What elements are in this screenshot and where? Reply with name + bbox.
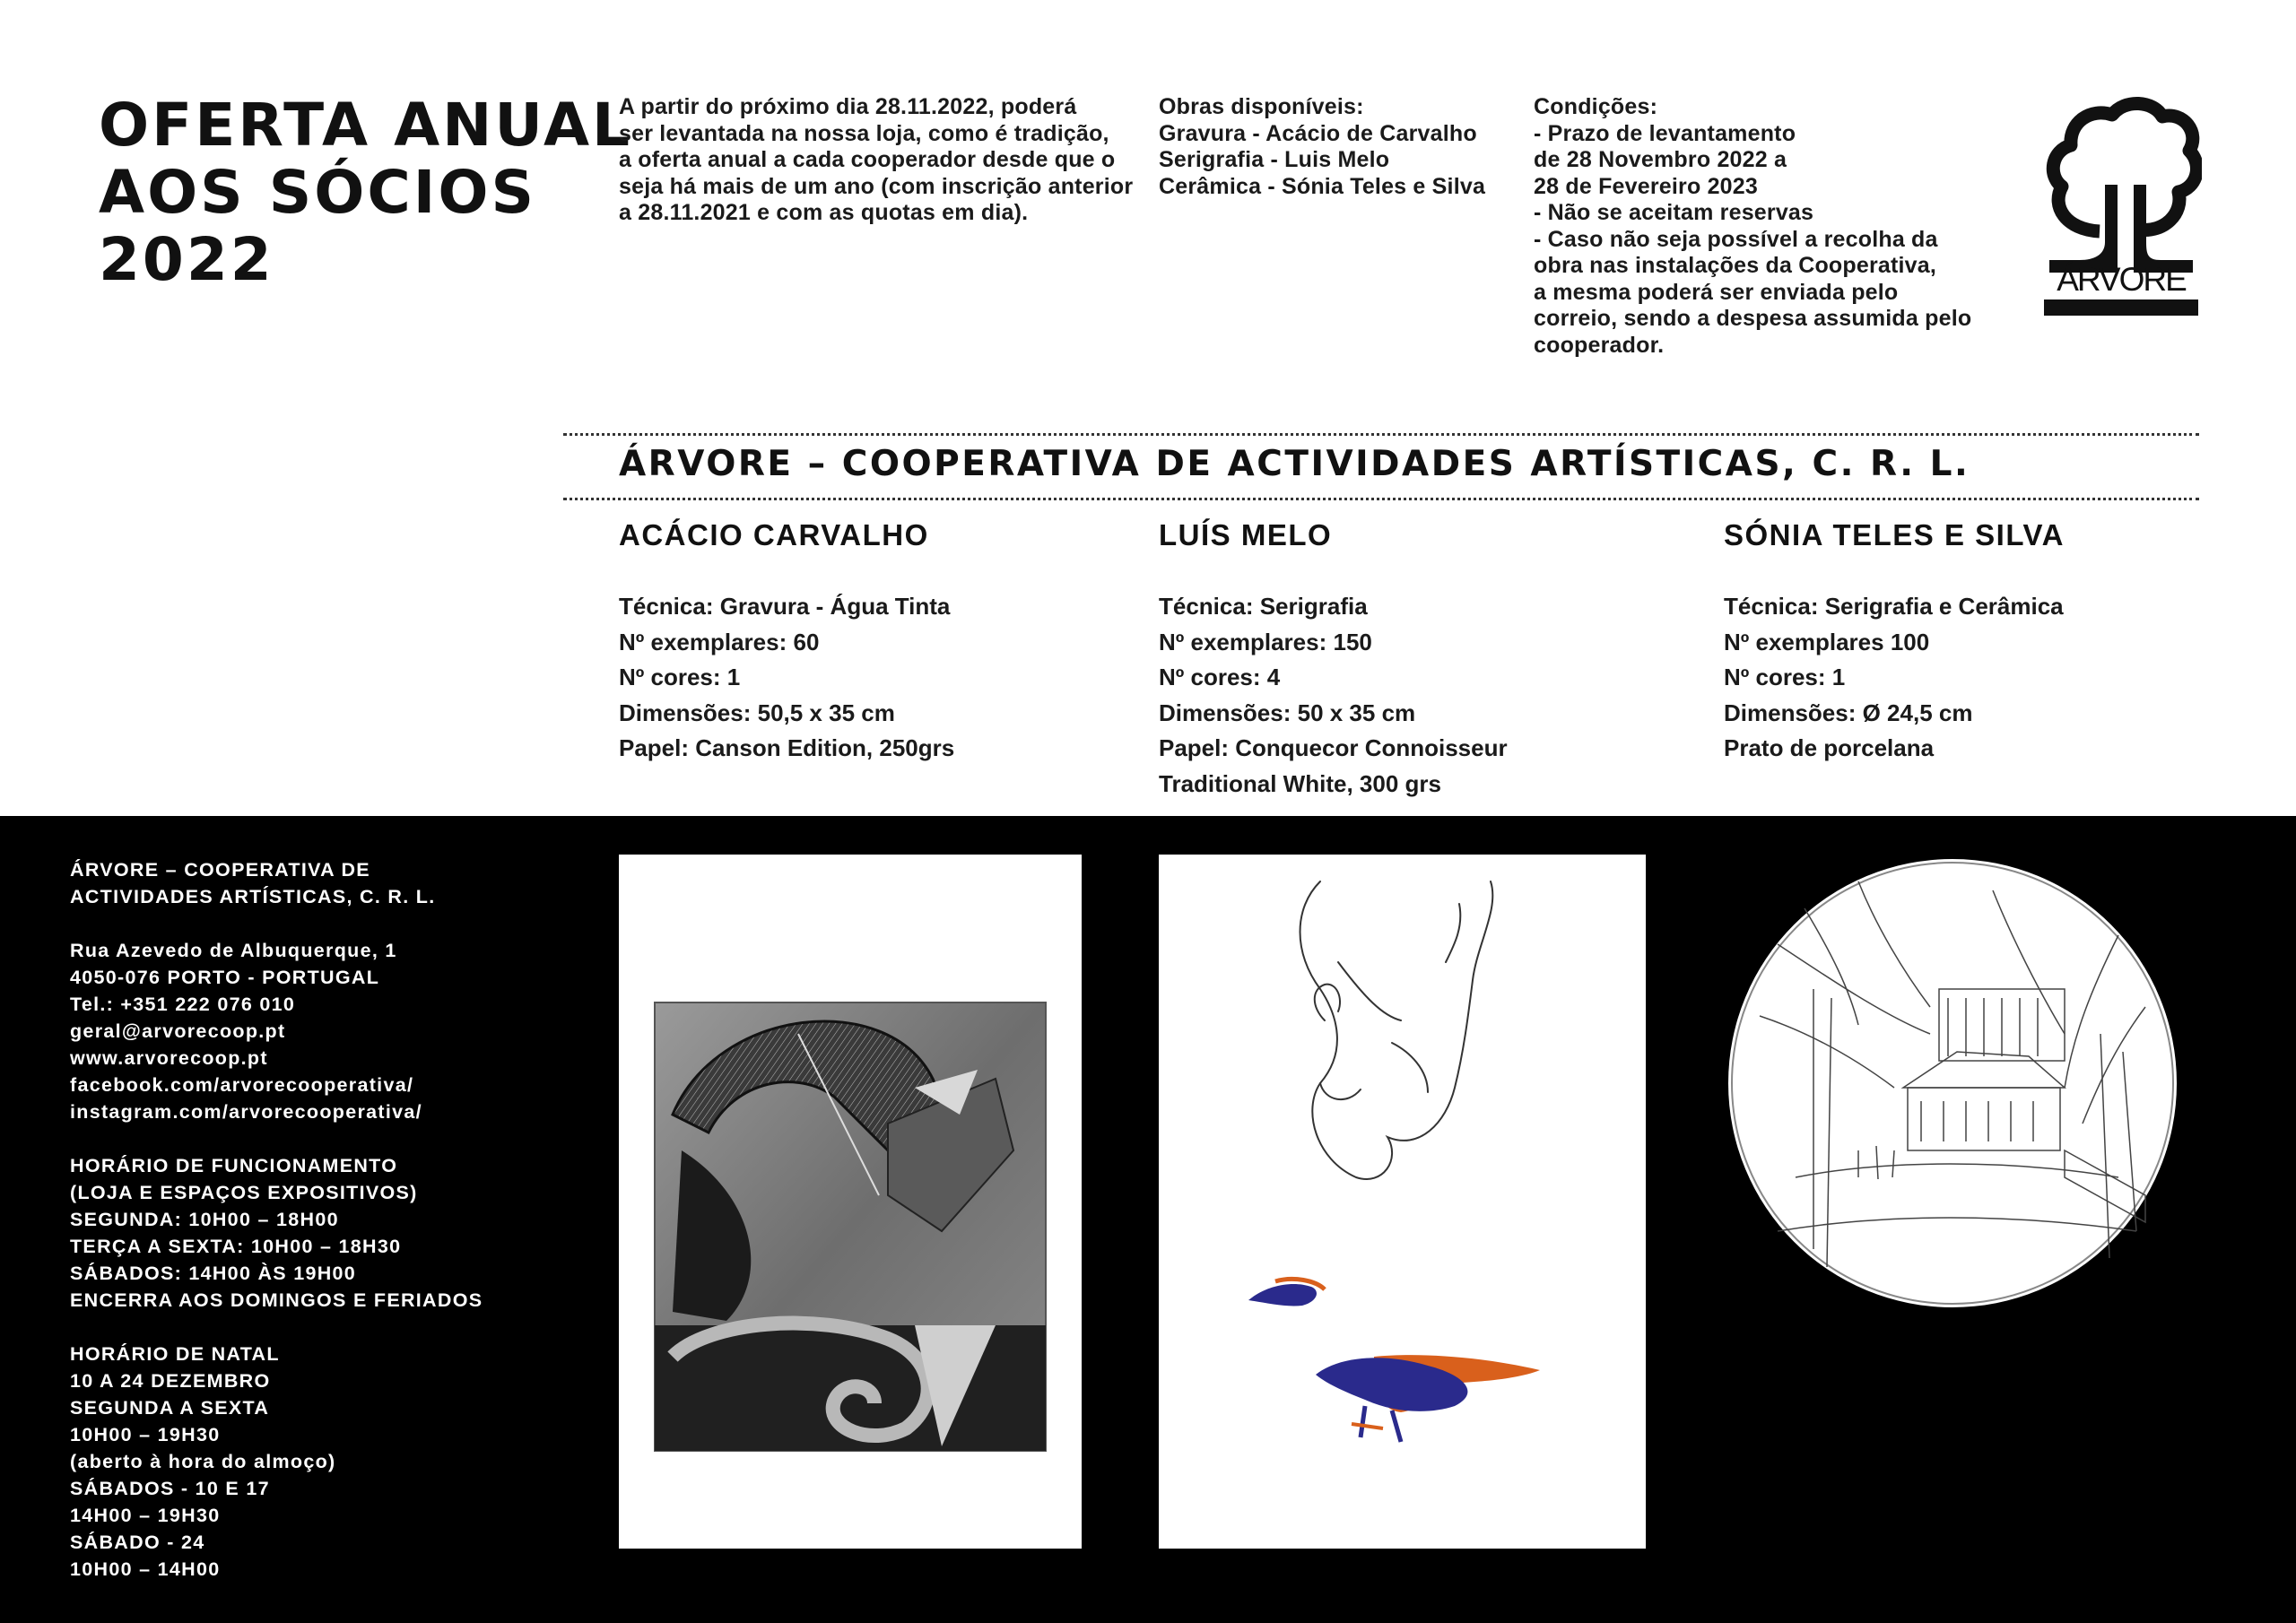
intro-line: a oferta anual a cada cooperador desde que o bbox=[619, 147, 1116, 172]
works-line: Gravura - Acácio de Carvalho bbox=[1159, 120, 1477, 146]
plate-image bbox=[1724, 855, 2181, 1312]
footer-line: ÁRVORE – COOPERATIVA DE bbox=[70, 859, 370, 881]
spec-line: Prato de porcelana bbox=[1724, 734, 1935, 761]
cooperative-name: ÁRVORE – COOPERATIVA DE ACTIVIDADES ARTÍSTICAS, C. R. L. bbox=[619, 444, 1970, 484]
footer-line bbox=[70, 910, 483, 937]
conditions-line: - Caso não seja possível a recolha da bbox=[1534, 226, 1938, 252]
artist-specs bbox=[1159, 589, 1508, 802]
works-line: Serigrafia - Luis Melo bbox=[1159, 147, 1390, 172]
conditions bbox=[1534, 94, 1971, 359]
footer-line: 14H00 – 19H30 bbox=[70, 1505, 221, 1526]
footer-line: 4050-076 PORTO - PORTUGAL bbox=[70, 967, 380, 988]
title-line-2: AOS SÓCIOS bbox=[99, 158, 536, 227]
artwork-etching bbox=[619, 855, 1082, 1549]
intro-paragraph bbox=[619, 94, 1133, 227]
spec-line: Papel: Canson Edition, 250grs bbox=[619, 734, 955, 761]
footer-line: TERÇA A SEXTA: 10H00 – 18H30 bbox=[70, 1236, 402, 1257]
title-line-1: OFERTA ANUAL bbox=[99, 91, 633, 160]
works-line: Obras disponíveis: bbox=[1159, 94, 1364, 119]
conditions-line: obra nas instalações da Cooperativa, bbox=[1534, 253, 1937, 278]
intro-line: A partir do próximo dia 28.11.2022, poderá bbox=[619, 94, 1077, 119]
footer-line: SÁBADO - 24 bbox=[70, 1532, 205, 1553]
conditions-line: - Prazo de levantamento bbox=[1534, 120, 1796, 146]
screenprint-image bbox=[1159, 855, 1646, 1549]
works-line: Cerâmica - Sónia Teles e Silva bbox=[1159, 173, 1486, 199]
footer-line: HORÁRIO DE NATAL bbox=[70, 1343, 280, 1365]
footer-line bbox=[70, 1125, 483, 1152]
available-works bbox=[1159, 94, 1485, 200]
divider bbox=[563, 498, 2199, 500]
conditions-line: a mesma poderá ser enviada pelo bbox=[1534, 279, 1899, 305]
footer-line: HORÁRIO DE FUNCIONAMENTO bbox=[70, 1155, 398, 1176]
logo-text: ÁRVORE bbox=[2057, 261, 2186, 298]
etching-image bbox=[619, 855, 1082, 1549]
page-title bbox=[99, 91, 633, 294]
footer-line: SÁBADOS: 14H00 ÀS 19H00 bbox=[70, 1263, 357, 1284]
artist-specs bbox=[1724, 589, 2064, 767]
artist-name: ACÁCIO CARVALHO bbox=[619, 518, 929, 551]
spec-line: Traditional White, 300 grs bbox=[1159, 769, 1441, 797]
spec-line: Técnica: Gravura - Água Tinta bbox=[619, 593, 951, 620]
footer-line: ACTIVIDADES ARTÍSTICAS, C. R. L. bbox=[70, 886, 436, 907]
spec-line: Técnica: Serigrafia e Cerâmica bbox=[1724, 593, 2064, 620]
footer-line: SEGUNDA: 10H00 – 18H00 bbox=[70, 1209, 339, 1230]
artist-specs bbox=[619, 589, 954, 767]
footer-line: 10H00 – 14H00 bbox=[70, 1558, 221, 1580]
divider bbox=[563, 433, 2199, 436]
conditions-line: 28 de Fevereiro 2023 bbox=[1534, 173, 1758, 199]
title-line-3: 2022 bbox=[99, 225, 274, 294]
intro-line: a 28.11.2021 e com as quotas em dia). bbox=[619, 200, 1029, 225]
spec-line: Dimensões: Ø 24,5 cm bbox=[1724, 699, 1973, 726]
intro-line: seja há mais de um ano (com inscrição anterior bbox=[619, 173, 1134, 199]
footer-line: (aberto à hora do almoço) bbox=[70, 1451, 336, 1472]
footer-line: 10 A 24 DEZEMBRO bbox=[70, 1370, 271, 1392]
footer-line: SEGUNDA A SEXTA bbox=[70, 1397, 270, 1419]
artwork-screenprint bbox=[1159, 855, 1646, 1549]
artist-name: SÓNIA TELES E SILVA bbox=[1724, 518, 2065, 551]
spec-line: Dimensões: 50 x 35 cm bbox=[1159, 699, 1416, 726]
conditions-line: - Não se aceitam reservas bbox=[1534, 200, 1814, 225]
facebook-link[interactable]: facebook.com/arvorecooperativa/ bbox=[70, 1074, 414, 1096]
footer-line: Tel.: +351 222 076 010 bbox=[70, 994, 296, 1015]
conditions-line: cooperador. bbox=[1534, 332, 1665, 358]
spec-line: Papel: Conquecor Connoisseur bbox=[1159, 734, 1508, 761]
bird-small-icon bbox=[1248, 1279, 1325, 1306]
instagram-link[interactable]: instagram.com/arvorecooperativa/ bbox=[70, 1101, 422, 1123]
artwork-plate bbox=[1724, 855, 2181, 1312]
spec-line: Dimensões: 50,5 x 35 cm bbox=[619, 699, 895, 726]
footer-line: Rua Azevedo de Albuquerque, 1 bbox=[70, 940, 397, 961]
spec-line: Nº exemplares: 150 bbox=[1159, 628, 1372, 655]
conditions-line: de 28 Novembro 2022 a bbox=[1534, 147, 1787, 172]
website-link[interactable]: www.arvorecoop.pt bbox=[70, 1047, 268, 1069]
contact-info bbox=[70, 856, 483, 1583]
spec-line: Técnica: Serigrafia bbox=[1159, 593, 1368, 620]
email-link[interactable]: geral@arvorecoop.pt bbox=[70, 1020, 286, 1042]
spec-line: Nº exemplares: 60 bbox=[619, 628, 820, 655]
intro-line: ser levantada na nossa loja, como é tradição, bbox=[619, 120, 1109, 146]
artist-name: LUÍS MELO bbox=[1159, 518, 1333, 551]
spec-line: Nº exemplares 100 bbox=[1724, 628, 1930, 655]
footer-line: ENCERRA AOS DOMINGOS E FERIADOS bbox=[70, 1289, 483, 1311]
footer-line: (LOJA E ESPAÇOS EXPOSITIVOS) bbox=[70, 1182, 418, 1203]
spec-line: Nº cores: 1 bbox=[619, 664, 741, 690]
footer-line: SÁBADOS - 10 E 17 bbox=[70, 1478, 270, 1499]
spec-line: Nº cores: 4 bbox=[1159, 664, 1281, 690]
conditions-line: Condições: bbox=[1534, 94, 1658, 119]
footer-line bbox=[70, 1314, 483, 1341]
footer-line: 10H00 – 19H30 bbox=[70, 1424, 221, 1445]
conditions-line: correio, sendo a despesa assumida pelo bbox=[1534, 306, 1972, 331]
spec-line: Nº cores: 1 bbox=[1724, 664, 1846, 690]
arvore-logo bbox=[2040, 95, 2202, 321]
bird-large-icon bbox=[1316, 1355, 1540, 1442]
